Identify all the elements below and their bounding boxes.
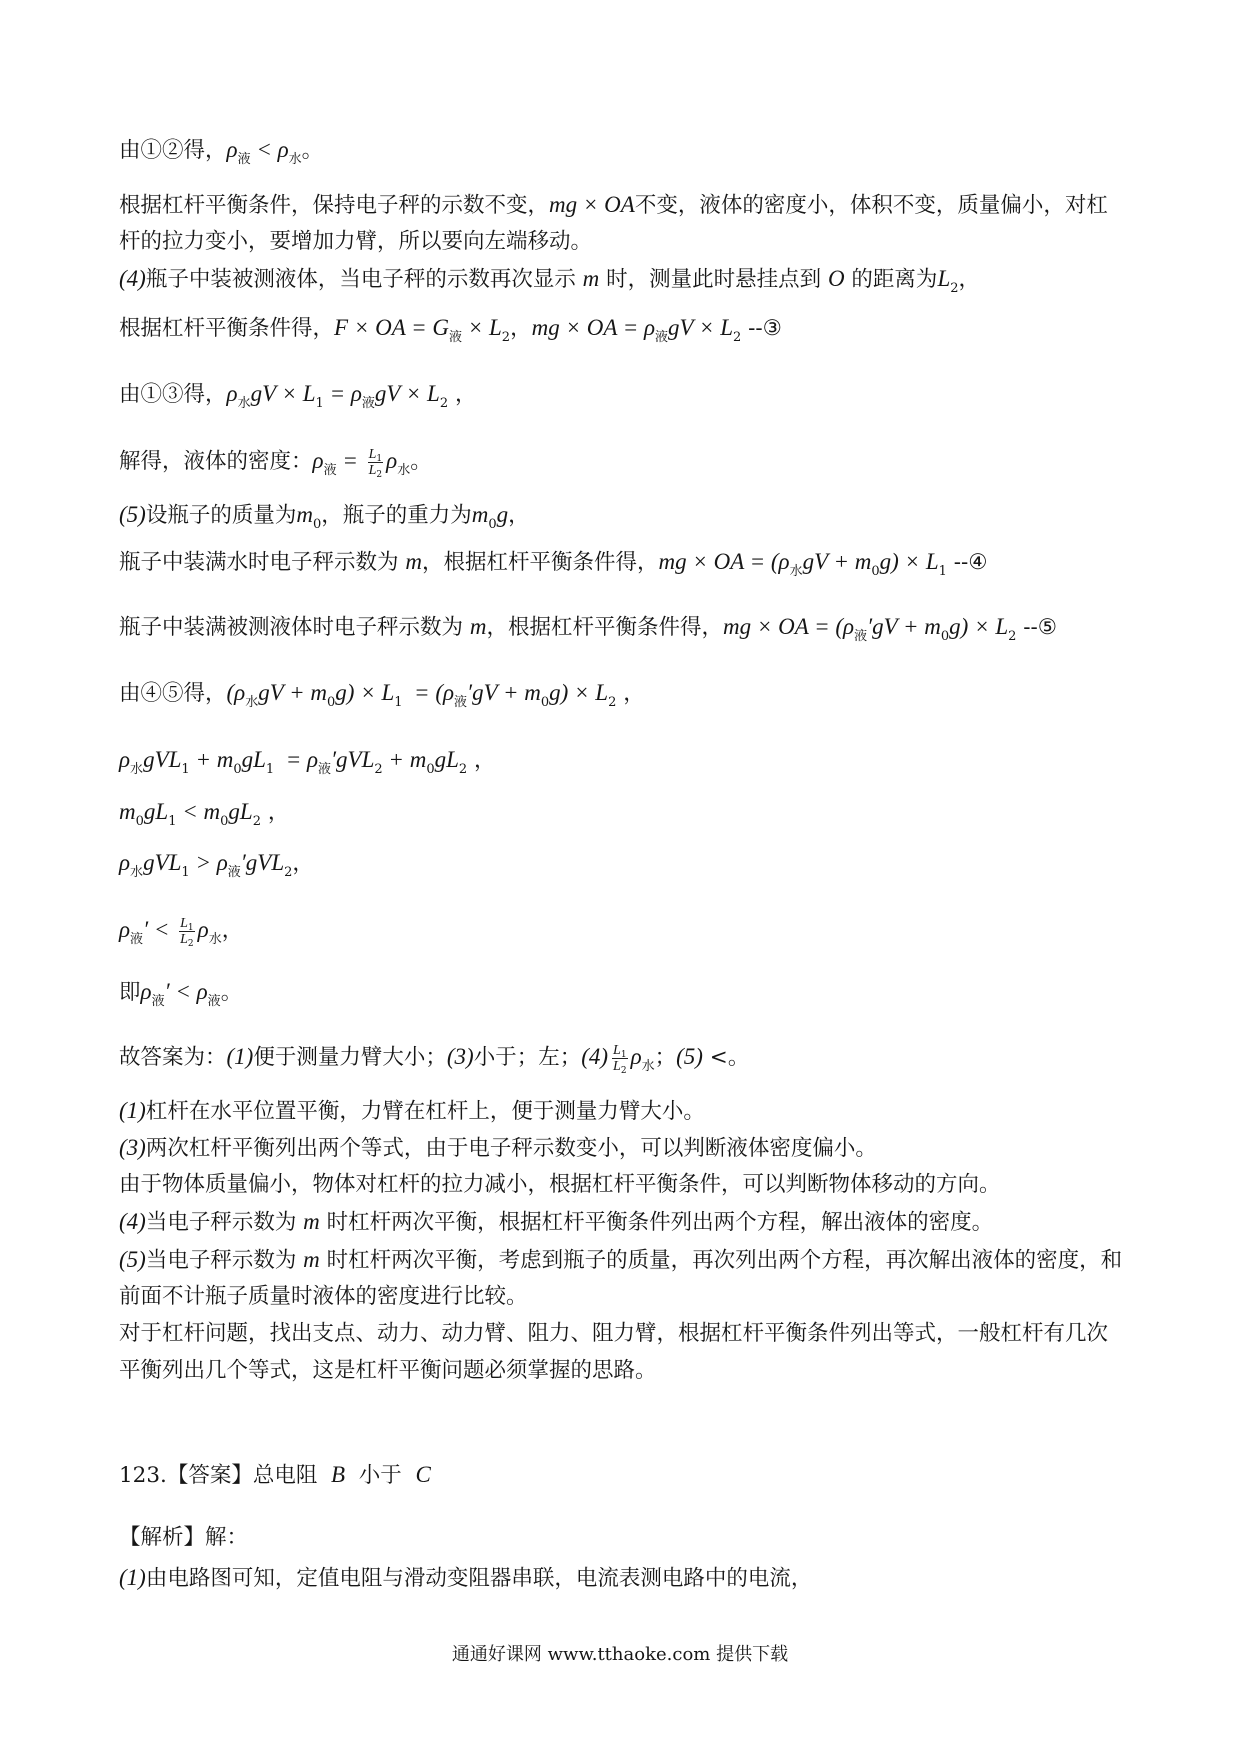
- text-run: 杠杆在水平位置平衡，力臂在杠杆上，便于测量力臂大小。: [145, 1099, 705, 1124]
- math-expr: ′gV + m: [867, 614, 941, 639]
- text-run: 时杠杆两次平衡，考虑到瓶子的质量，再次列出两个方程，再次解出液体的密度，和: [319, 1248, 1123, 1273]
- text-run: ，: [448, 382, 477, 407]
- math-expr: C: [415, 1462, 431, 1487]
- subscript: 0: [135, 814, 144, 829]
- math-expr: (1): [226, 1044, 254, 1069]
- subscript: 液: [227, 865, 241, 880]
- subscript: 1: [181, 865, 190, 880]
- math-expr: = ρ: [274, 747, 318, 772]
- math-expr: (4): [119, 1209, 146, 1234]
- math-expr: gL: [228, 799, 253, 824]
- text-run: 时，测量此时悬挂点到: [599, 267, 828, 292]
- subscript: 1: [181, 762, 190, 777]
- subscript: 1: [620, 1049, 627, 1060]
- subscript: 液: [318, 762, 332, 777]
- subscript: 液: [448, 330, 462, 345]
- text-run: 由①③得，: [119, 382, 227, 407]
- text-run: 【解析】解：: [119, 1525, 249, 1550]
- math-expr: (5): [119, 1247, 146, 1272]
- subscript: 2: [284, 865, 293, 880]
- math-expr: ρ: [226, 381, 238, 406]
- line-11: [119, 745, 496, 775]
- text-run: ，: [260, 800, 290, 825]
- line-10: [119, 678, 645, 708]
- math-expr: + m: [189, 747, 234, 772]
- subscript: 1: [315, 396, 324, 411]
- math-expr: ρ: [630, 1044, 642, 1069]
- math-expr: mg × OA = (ρ: [658, 549, 790, 574]
- text-run: --⑤: [1016, 615, 1058, 640]
- text-run: 由①②得，: [119, 138, 227, 163]
- subscript: 2: [374, 762, 383, 777]
- math-expr: (1): [119, 1565, 146, 1590]
- fraction: [368, 446, 384, 480]
- text-run: ，: [510, 316, 532, 341]
- text-run: 由于物体质量偏小，物体对杠杆的拉力减小，根据杠杆平衡条件，可以判断物体移动的方向。: [119, 1172, 1001, 1197]
- text-run: 设瓶子的质量为: [145, 503, 297, 528]
- math-expr: m: [296, 502, 313, 527]
- math-expr: < ρ: [250, 137, 289, 162]
- math-expr: ρ: [226, 137, 238, 162]
- math-expr: mg × OA = ρ: [531, 315, 656, 340]
- subscript: 1: [168, 814, 177, 829]
- subscript: 0: [233, 762, 242, 777]
- text-run: 对于杠杆问题，找出支点、动力、动力臂、阻力、阻力臂，根据杠杆平衡条件列出等式，一般杠杆有几次: [119, 1321, 1109, 1346]
- subscript: 水: [208, 932, 222, 947]
- fraction-numerator: [368, 448, 384, 463]
- text-run: 123.【答案】总电阻: [119, 1463, 332, 1488]
- text-run: ，根据杠杆平衡条件得，: [486, 615, 723, 640]
- text-run: 即: [119, 980, 141, 1005]
- math-expr: ′ < ρ: [164, 979, 208, 1004]
- math-expr: m: [469, 614, 487, 639]
- text-run: ，: [221, 918, 244, 943]
- subscript: 液: [323, 463, 337, 478]
- line-24: [119, 1356, 657, 1386]
- subscript: 液: [151, 994, 165, 1009]
- text-run: 瓶子中装满水时电子秤示数为: [119, 550, 406, 575]
- text-run: 解得，液体的密度：: [119, 449, 313, 474]
- text-run: ，瓶子的重力为: [321, 503, 472, 528]
- subscript: 2: [1008, 629, 1017, 644]
- math-expr: L: [180, 915, 188, 931]
- math-expr: (1): [119, 1098, 146, 1123]
- math-expr: gVL: [143, 747, 182, 772]
- line-08: [119, 547, 988, 577]
- text-run: 根据杠杆平衡条件，保持电子秤的示数不变，: [119, 193, 550, 218]
- subscript: 2: [733, 330, 742, 345]
- text-run: 。: [301, 138, 324, 163]
- math-expr: gV + m: [802, 549, 872, 574]
- subscript: 液: [237, 152, 251, 167]
- math-expr: g: [496, 502, 509, 527]
- subscript: 水: [130, 762, 144, 777]
- fraction-numerator: [612, 1044, 628, 1059]
- text-run: 根据杠杆平衡条件得，: [119, 316, 335, 341]
- math-expr: gV × L: [668, 315, 733, 340]
- text-run: 前面不计瓶子质量时液体的密度进行比较。: [119, 1284, 528, 1309]
- text-run: 杆的拉力变小，要增加力臂，所以要向左端移动。: [119, 229, 593, 254]
- math-expr: L: [613, 1058, 621, 1074]
- math-expr: ′gVL: [240, 850, 285, 875]
- subscript: 1: [938, 564, 947, 579]
- subscript: 液: [130, 932, 144, 947]
- text-run: 瓶子中装满被测液体时电子秤示数为: [119, 615, 470, 640]
- math-expr: m: [303, 1247, 320, 1272]
- subscript: 0: [871, 564, 880, 579]
- line-01: [119, 190, 1108, 220]
- text-run: 由电路图可知，定值电阻与滑动变阻器串联，电流表测电路中的电流，: [145, 1566, 813, 1591]
- text-run: ，: [958, 267, 981, 292]
- subscript: 液: [854, 629, 868, 644]
- fraction: [179, 915, 195, 949]
- text-run: <。: [702, 1045, 750, 1070]
- text-run: 小于: [345, 1463, 416, 1488]
- subscript: 水: [641, 1059, 655, 1074]
- line-15: [119, 977, 242, 1007]
- math-expr: g) × L: [549, 680, 609, 705]
- math-expr: ρ: [119, 747, 131, 772]
- analysis-heading: [119, 1523, 248, 1553]
- fraction-denominator: [179, 931, 195, 949]
- math-expr: L: [613, 1042, 621, 1058]
- math-expr: m: [582, 266, 600, 291]
- subscript: 2: [458, 762, 468, 777]
- line-13: [119, 848, 314, 878]
- line-18: [119, 1133, 877, 1163]
- line-16: [119, 1042, 750, 1076]
- math-expr: g) × L: [335, 680, 395, 705]
- text-run: 两次杠杆平衡列出两个等式，由于电子秤示数变小，可以判断液体密度偏小。: [145, 1136, 877, 1161]
- line-06: [119, 446, 432, 480]
- text-run: --④: [946, 550, 988, 575]
- math-expr: (5): [119, 502, 146, 527]
- line-05: [119, 379, 476, 409]
- math-expr: m: [471, 502, 489, 527]
- text-run: 不变，液体的密度小，体积不变，质量偏小，对杠: [634, 193, 1108, 218]
- subscript: 水: [237, 396, 251, 411]
- math-expr: O: [827, 266, 845, 291]
- math-expr: > ρ: [189, 850, 228, 875]
- math-expr: L: [368, 462, 377, 478]
- text-run: ，: [616, 681, 645, 706]
- math-expr: + m: [382, 747, 427, 772]
- subscript: 1: [376, 453, 383, 464]
- line-19: [119, 1170, 1001, 1200]
- math-expr: (4): [581, 1044, 609, 1069]
- text-run: 时杠杆两次平衡，根据杠杆平衡条件列出两个方程，解出液体的密度。: [319, 1210, 994, 1235]
- subscript: 液: [454, 695, 468, 710]
- math-expr: gV + m: [258, 680, 327, 705]
- subscript: 1: [394, 695, 403, 710]
- math-expr: gVL: [143, 850, 182, 875]
- line-03: [119, 264, 980, 294]
- math-expr: mg × OA: [549, 192, 635, 217]
- line-14: [119, 915, 244, 949]
- math-expr: =: [336, 448, 364, 473]
- text-run: 。: [220, 980, 243, 1005]
- text-run: ，根据杠杆平衡条件得，: [421, 550, 659, 575]
- subscript: 2: [608, 695, 617, 710]
- math-expr: gV × L: [250, 381, 316, 406]
- line-12: [119, 797, 289, 827]
- line-22: [119, 1282, 528, 1312]
- text-run: 当电子秤示数为: [145, 1210, 304, 1235]
- text-run: 当电子秤示数为: [145, 1248, 304, 1273]
- text-run: ，: [508, 503, 530, 528]
- math-expr: = (ρ: [402, 680, 455, 705]
- line-20: [119, 1207, 993, 1237]
- text-run: 的距离为: [844, 267, 938, 292]
- subscript: 水: [397, 463, 411, 478]
- subscript: 2: [252, 814, 261, 829]
- math-expr: ρ: [140, 979, 152, 1004]
- math-expr: gL: [434, 747, 459, 772]
- math-expr: = ρ: [323, 381, 362, 406]
- line-21: [119, 1245, 1122, 1275]
- subscript: 液: [655, 330, 669, 345]
- math-expr: g) × L: [949, 614, 1009, 639]
- math-expr: (3): [119, 1135, 146, 1160]
- line-02: [119, 227, 592, 257]
- subscript: 0: [312, 517, 322, 532]
- subscript: 液: [207, 994, 221, 1009]
- math-expr: < m: [176, 799, 221, 824]
- text-run: 小于；左；: [473, 1045, 582, 1070]
- line-09: [119, 612, 1057, 642]
- math-expr: ′gVL: [331, 747, 375, 772]
- math-expr: × L: [461, 315, 502, 340]
- subscript: 0: [940, 629, 950, 644]
- math-expr: g) × L: [879, 549, 939, 574]
- subscript: 0: [220, 814, 229, 829]
- subscript: 1: [187, 922, 194, 933]
- text-run: 由④⑤得，: [119, 681, 227, 706]
- answer-heading: [119, 1460, 431, 1490]
- math-expr: gL: [241, 747, 266, 772]
- math-expr: L: [180, 931, 188, 947]
- line-00: [119, 135, 323, 165]
- math-expr: mg × OA = (ρ: [722, 614, 855, 639]
- math-expr: gL: [143, 799, 169, 824]
- text-run: 瓶子中装被测液体，当电子秤的示数再次显示: [145, 267, 583, 292]
- text-run: ；: [654, 1045, 677, 1070]
- line-27: [119, 1563, 812, 1593]
- line-17: [119, 1096, 705, 1126]
- math-expr: ρ: [312, 448, 324, 473]
- math-expr: m: [405, 549, 422, 574]
- math-expr: L: [368, 446, 377, 462]
- subscript: 水: [130, 865, 144, 880]
- subscript: 0: [327, 695, 336, 710]
- math-expr: (4): [119, 266, 146, 291]
- math-expr: m: [119, 799, 136, 824]
- subscript: 2: [187, 938, 194, 949]
- math-expr: ρ: [119, 917, 131, 942]
- math-expr: ′ <: [143, 917, 176, 942]
- subscript: 水: [789, 564, 803, 579]
- fraction-denominator: [368, 462, 384, 480]
- line-04: [119, 313, 782, 343]
- subscript: 2: [620, 1065, 627, 1076]
- subscript: 0: [426, 762, 435, 777]
- line-23: [119, 1319, 1108, 1349]
- subscript: 水: [245, 695, 259, 710]
- line-07: [119, 500, 530, 530]
- math-expr: ρ: [119, 850, 131, 875]
- text-run: 便于测量力臂大小；: [253, 1045, 447, 1070]
- math-expr: F × OA = G: [334, 315, 449, 340]
- text-run: ，: [467, 748, 496, 773]
- math-expr: (ρ: [226, 680, 246, 705]
- text-run: 平衡列出几个等式，这是杠杆平衡问题必须掌握的思路。: [119, 1358, 657, 1383]
- math-expr: ′gV + m: [467, 680, 541, 705]
- math-expr: (3): [446, 1044, 474, 1069]
- math-expr: (5): [676, 1044, 703, 1069]
- subscript: 液: [361, 396, 375, 411]
- math-expr: gV × L: [374, 381, 440, 406]
- math-expr: ρ: [386, 448, 398, 473]
- text-run: ，: [292, 851, 314, 876]
- text-run: 故答案为：: [119, 1045, 227, 1070]
- fraction-denominator: [612, 1058, 628, 1076]
- math-expr: m: [303, 1209, 320, 1234]
- subscript: 2: [501, 330, 511, 345]
- fraction-numerator: [179, 917, 195, 932]
- fraction: [612, 1042, 628, 1076]
- math-expr: ρ: [197, 917, 209, 942]
- text-run: --③: [741, 316, 782, 341]
- subscript: 0: [540, 695, 550, 710]
- subscript: 0: [488, 517, 497, 532]
- math-expr: B: [331, 1462, 346, 1487]
- subscript: 水: [288, 152, 302, 167]
- text-run: 。: [410, 449, 432, 474]
- page-footer: 通通好课网 www.tthaoke.com 提供下载: [451, 1644, 789, 1665]
- subscript: 1: [265, 762, 275, 777]
- math-expr: L: [937, 266, 951, 291]
- subscript: 2: [950, 281, 959, 296]
- subscript: 2: [439, 396, 449, 411]
- subscript: 2: [376, 469, 383, 480]
